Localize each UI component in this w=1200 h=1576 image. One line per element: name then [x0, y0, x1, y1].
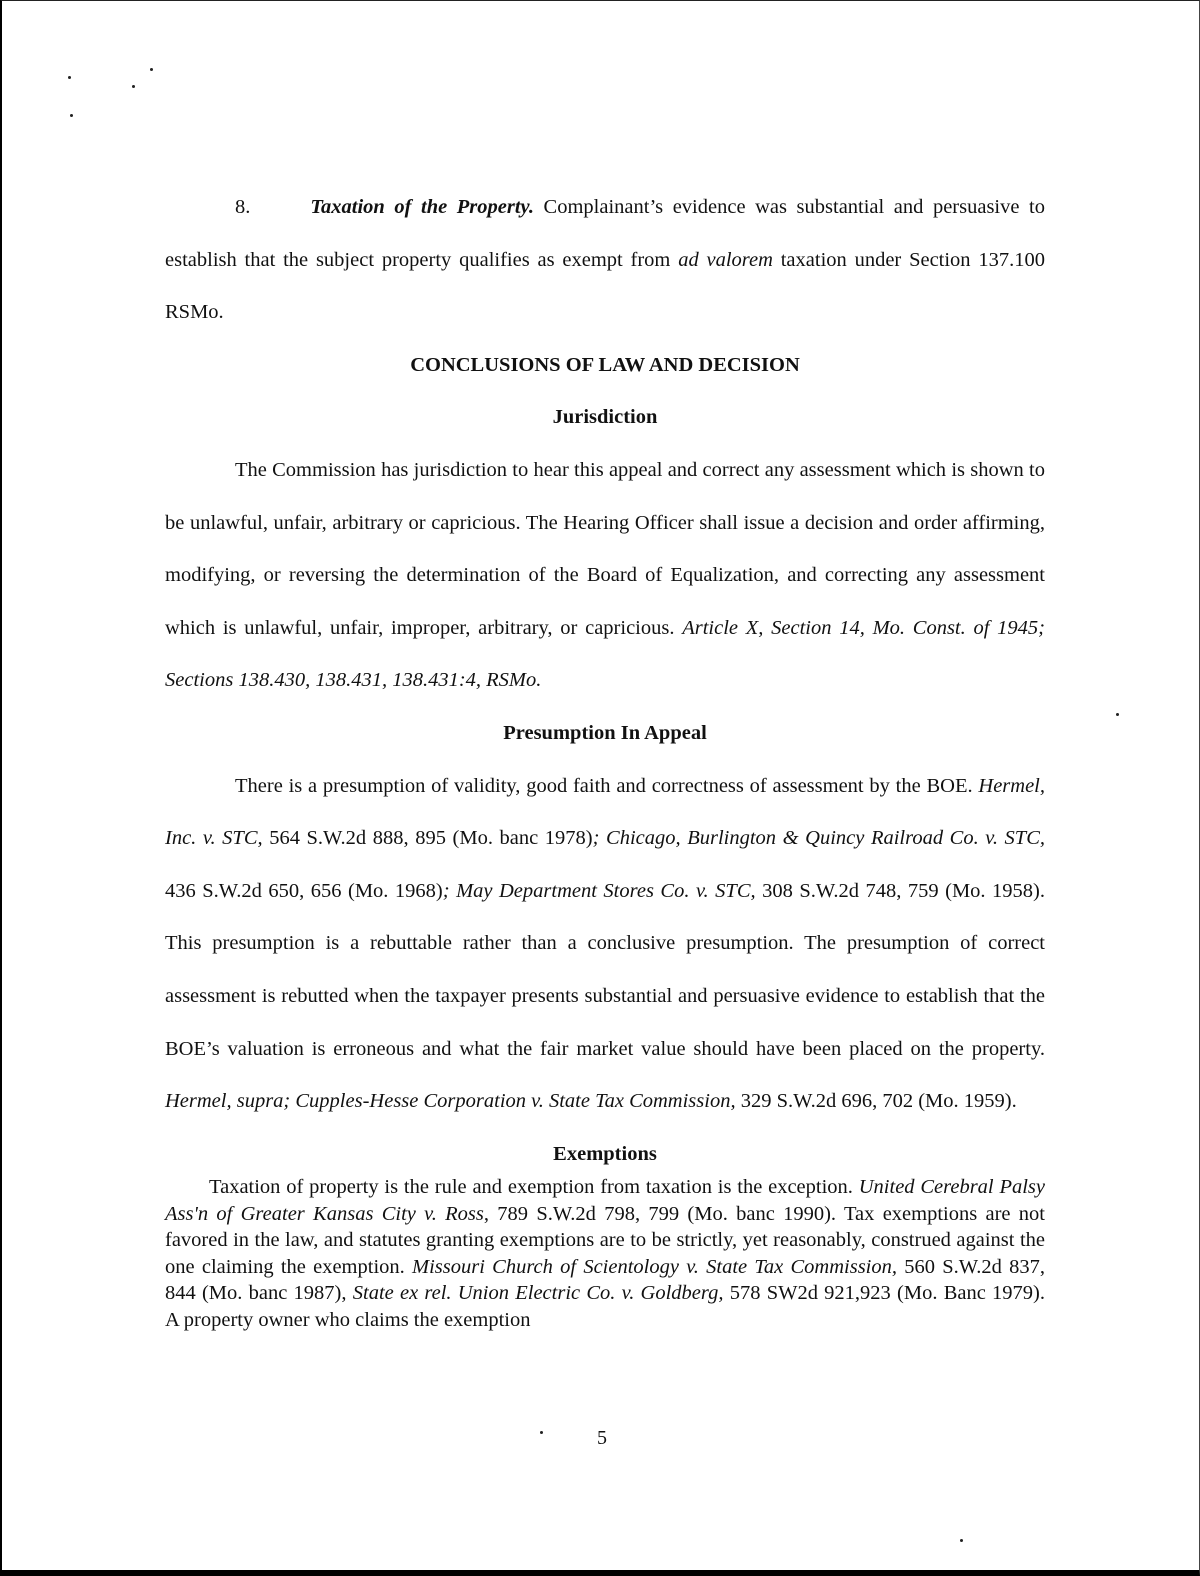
- exemptions-paragraph: Taxation of property is the rule and exemption from taxation is the exception. United Cerebral Palsy Ass'n of Greater Kansas City v. Ross, 789 S.W.2d 798, 799 (Mo. banc 1990). Tax exemptions are not favored in the law, and statutes granting exemptions are to be strictly, yet reasonably, construed against the one claiming the exemption. Missouri Church of Scientology v. State Tax Commission, 560 S.W.2d 837, 844 (Mo. banc 1987), State ex rel. Union Electric Co. v. Goldberg, 578 SW2d 921,923 (Mo. Banc 1979). A property owner who claims the exemption: [165, 1176, 1045, 1331]
- citation: State ex rel. Union Electric Co. v. Goldberg,: [352, 1282, 724, 1305]
- scan-speck: [150, 68, 153, 71]
- presumption-paragraph: There is a presumption of validity, good faith and correctness of assessment by the BOE. Hermel, Inc. v. STC, 564 S.W.2d 888, 895 (Mo. banc 1978); Chicago, Burlington & Quincy Railroad Co. v. STC, 436 S.W.2d 650, 656 (Mo. 1968); May Department Stores Co. v. STC, 308 S.W.2d 748, 759 (Mo. 1958). This presumption is a rebuttable rather than a conclusive presumption. The presumption of correct assessment is rebutted when the taxpayer presents substantial and persuasive evidence to establish that the BOE’s valuation is erroneous and what the fair market value should have been placed on the property. Hermel, supra; Cupples-Hesse Corporation v. State Tax Commission, 329 S.W.2d 696, 702 (Mo. 1959).: [165, 774, 1046, 1113]
- citation: ; May Department Stores Co. v. STC,: [442, 879, 756, 902]
- scan-speck: [1116, 713, 1119, 716]
- paragraph-title: Taxation of the Property.: [310, 196, 534, 218]
- citation: United Cerebral Palsy Ass'n of Greater Kansas City v. Ross: [165, 1176, 1045, 1225]
- document-body: [165, 181, 1045, 1333]
- scan-speck: [68, 76, 71, 79]
- heading-presumption: Presumption In Appeal: [503, 721, 707, 744]
- scan-speck: [70, 114, 73, 117]
- scan-speck: [960, 1539, 963, 1542]
- heading-jurisdiction: Jurisdiction: [552, 406, 658, 429]
- citation: Missouri Church of Scientology v. State Tax Commission,: [412, 1255, 898, 1278]
- paragraph-8: 8. Taxation of the Property. Complainant’s evidence was substantial and persuasive to establish that the subject property qualifies as exempt from ad valorem taxation under Section 137.100 RSMo.: [165, 196, 1045, 324]
- heading-exemptions: Exemptions: [553, 1142, 657, 1165]
- citation: Hermel, supra; Cupples-Hesse Corporation v. State Tax Commission,: [165, 1090, 736, 1113]
- page-number: 5: [597, 1427, 607, 1449]
- citation: ; Chicago, Burlington & Quincy Railroad Co. v. STC,: [592, 827, 1046, 850]
- heading-conclusions: CONCLUSIONS OF LAW AND DECISION: [410, 353, 800, 376]
- citation: Hermel, Inc. v. STC,: [165, 774, 1045, 850]
- jurisdiction-paragraph: The Commission has jurisdiction to hear this appeal and correct any assessment which is shown to be unlawful, unfair, arbitrary or capricious. The Hearing Officer shall issue a decision and order affirming, modifying, or reversing the determination of the Board of Equalization, and correcting any assessment which is unlawful, unfair, improper, arbitrary, or capricious. Article X, Section 14, Mo. Const. of 1945; Sections 138.430, 138.431, 138.431:4, RSMo.: [165, 458, 1046, 692]
- citation: Article X, Section 14, Mo. Const. of 1945; Sections 138.430, 138.431, 138.431:4, RSMo.: [165, 616, 1046, 692]
- paragraph-number: 8.: [235, 196, 251, 218]
- scan-speck: [132, 85, 135, 88]
